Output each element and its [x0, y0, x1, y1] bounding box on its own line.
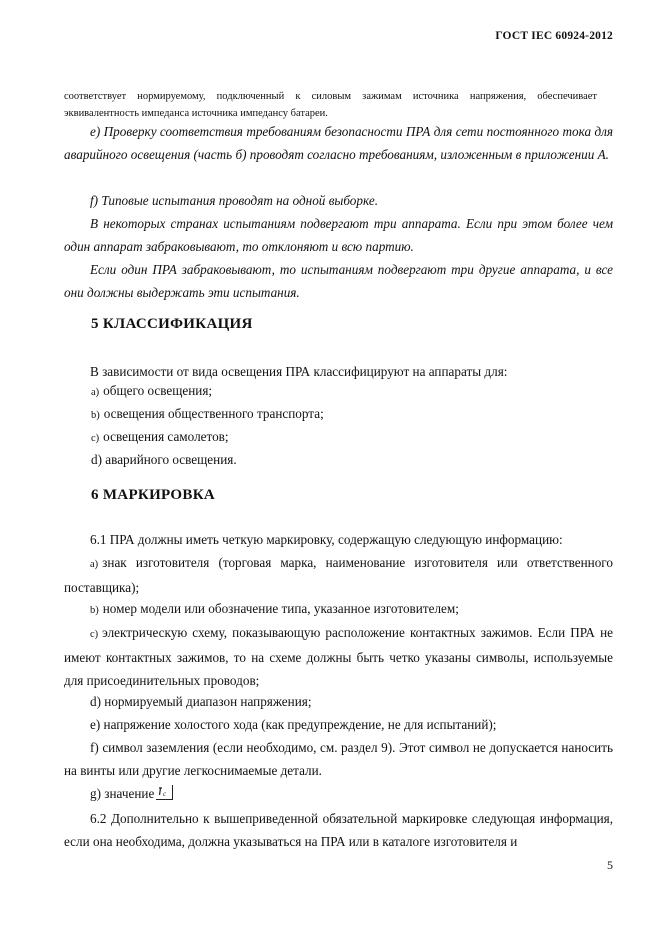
note-one-rejected: Если один ПРА забраковывают, то испытаниям подвергают три другие аппарата, и все они должны выдержать эти испытания.: [64, 262, 613, 300]
list-marker: b): [91, 410, 100, 421]
section-6-heading: 6 МАРКИРОВКА: [91, 487, 216, 503]
item-e-paragraph: e) Проверку соответствия требованиям безопасности ПРА для сети постоянного тока для аварийного освещения (часть б) проводят согласно требованиям, изложенным в приложении А.: [64, 124, 613, 162]
classification-item-c: [91, 429, 229, 445]
list-text: d) аварийного освещения.: [91, 452, 237, 467]
list-marker: b): [90, 605, 99, 616]
item-f-paragraph: f) Типовые испытания проводят на одной выборке.: [90, 193, 378, 208]
marking-item-d: d) нормируемый диапазон напряжения;: [90, 694, 312, 709]
list-text: общего освещения;: [103, 383, 213, 398]
list-text: номер модели или обозначение типа, указанное изготовителем;: [102, 601, 459, 616]
list-marker: а): [90, 559, 99, 570]
marking-item-c: [64, 621, 613, 692]
classification-item-a: [91, 383, 212, 399]
list-text: знак изготовителя (торговая марка, наименование изготовителя или ответственного поставщика);: [64, 555, 613, 595]
classification-item-d: [91, 452, 237, 468]
marking-item-e: e) напряжение холостого хода (как предупреждение, не для испытаний);: [90, 717, 497, 732]
clause-6-1: 6.1 ПРА должны иметь четкую маркировку, содержащую следующую информацию:: [90, 532, 563, 547]
clause-6-2: 6.2 Дополнительно к вышеприведенной обязательной маркировке следующая информация, если она необходима, должна указываться на ПРА или в каталоге изготовителя и: [64, 811, 613, 849]
marking-item-a: [64, 551, 613, 599]
section-5-heading: 5 КЛАССИФИКАЦИЯ: [91, 316, 253, 332]
list-text: g) значение: [90, 786, 155, 801]
symbol-icon: [156, 785, 173, 800]
intro-continuation: соответствует нормируемому, подключенный к силовым зажимам источника напряжения, обеспечивает эквивалентность импеданса источника импедансу батареи.: [64, 91, 597, 119]
note-three-devices: В некоторых странах испытаниям подвергают три аппарата. Если при этом более чем один аппарат забраковывают, то отклоняют и всю партию.: [64, 216, 613, 254]
list-marker: с): [90, 629, 99, 640]
svg-text:c: c: [163, 790, 167, 798]
classification-item-b: [91, 406, 324, 422]
marking-item-b: [64, 597, 613, 622]
page-number: 5: [607, 858, 613, 872]
list-marker: а): [91, 387, 100, 398]
list-text: освещения общественного транспорта;: [103, 406, 324, 421]
list-marker: с): [91, 433, 100, 444]
list-text: освещения самолетов;: [103, 429, 229, 444]
document-header: ГОСТ IEC 60924-2012: [495, 30, 613, 42]
marking-item-f: f) символ заземления (если необходимо, см. раздел 9). Этот символ не допускается наносить на винты или другие легкоснимаемые детали.: [64, 740, 613, 778]
list-text: электрическую схему, показывающую расположение контактных зажимов. Если ПРА не имеют контактных зажимов, то на схеме должны быть четко указаны символы, используемые для присоединительных проводов;: [64, 625, 613, 688]
section-5-lead: В зависимости от вида освещения ПРА классифицируют на аппараты для:: [90, 364, 508, 379]
marking-item-g: [64, 782, 613, 805]
